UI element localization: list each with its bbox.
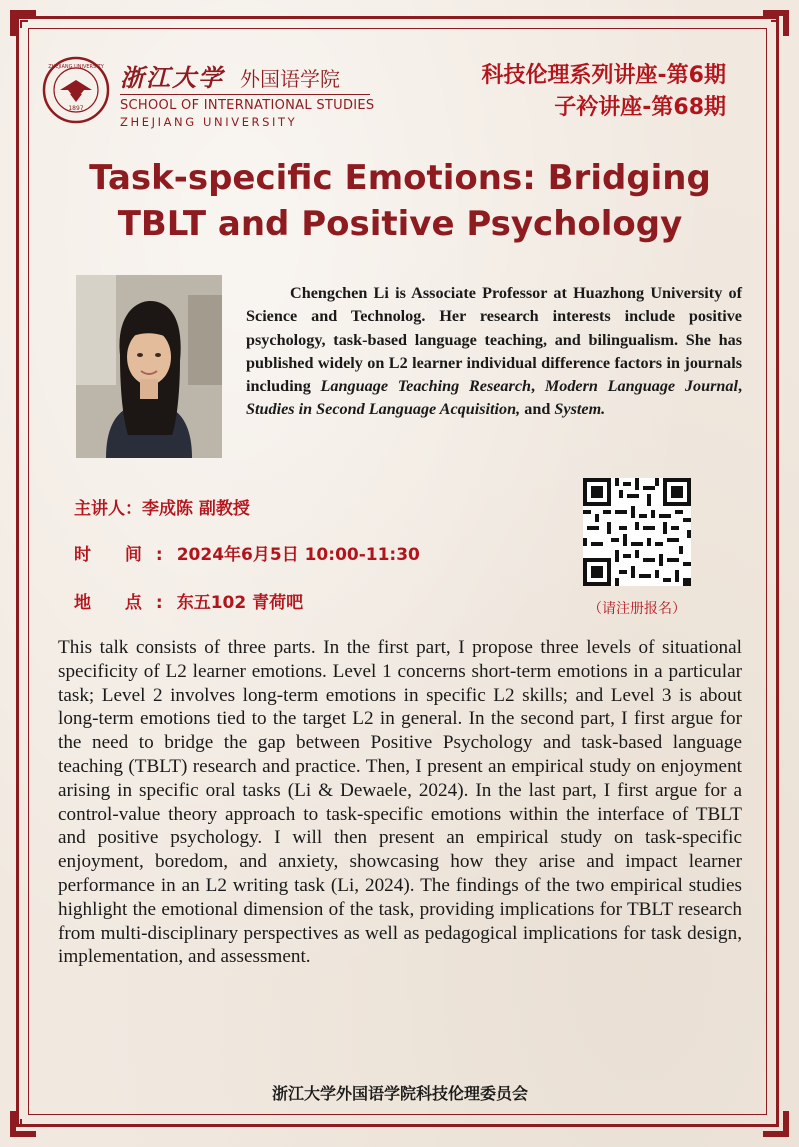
title-line-2: TBLT and Positive Psychology [117,204,683,244]
speaker-line [74,494,250,519]
seal-text: ZHEJIANG UNIVERSITY [48,64,104,70]
dept-name-cn: 外国语学院 [240,67,340,91]
place-label: 地 点: [74,593,177,613]
qr-register-note: （请注册报名） [588,601,686,617]
journal-system: System. [554,400,606,419]
bio-text: Chengchen Li is Associate Professor at Huazhong University of Science and Technolog. Her research interests include positive psychology, task-based language teaching, and bilingualism. She has published widely on L2 learner individual difference factors in journals including [246,284,742,396]
journal-mlj: Modern Language Journal [544,377,738,396]
school-name-en: SCHOOL OF INTERNATIONAL STUDIES [120,98,375,113]
place-line [74,588,303,613]
journal-ltr: Language Teaching Research [320,377,532,396]
talk-title [40,155,760,247]
series-label [482,60,726,124]
logo-divider [120,94,370,95]
time-line [74,540,420,565]
series-line-1: 科技伦理系列讲座-第6期 [481,63,726,88]
speaker-value: 李成陈 副教授 [142,499,250,519]
speaker-photo [76,275,222,458]
journal-ssla: Studies in Second Language Acquisition, [246,400,521,419]
bio-separator: , [531,377,545,396]
talk-abstract: This talk consists of three parts. In the first part, I propose three levels of situational specificity of L2 learner emotions. Level 1 concerns short-term emotions in a particular task; Level 2 involves long-term emotions in specific L2 skills; and Level 3 is about long-term emotions tied to the target L2 in general. In the second part, I first argue for the need to bridge the gap between Positive Psychology and task-based language teaching (TBLT) research and practice. Then, I present an empirical study on enjoyment arising in specific oral tasks (Li & Dewaele, 2024). In the last part, I first argue for a control-value theory approach to task-specific emotions within the interface of TBLT and positive psychology. I will then present an empirical study on task-specific enjoyment, boredom, and anxiety, showcasing how they arise and impact learner performance in an L2 writing task (Li, 2024). The findings of the two empirical studies highlight the emotional dimension of the task, providing implications for TBLT research from multi-disciplinary perspectives as well as pedagogical implications for task design, implementation, and assessment. [58,637,742,968]
place-value: 东五102 青荷吧 [176,593,304,613]
footer-organizer: 浙江大学外国语学院科技伦理委员会 [271,1084,528,1103]
series-line-2: 子衿讲座-第68期 [554,95,726,120]
university-seal-icon [42,56,110,124]
registration-qr-code[interactable] [583,478,691,586]
school-logo-text [120,58,340,92]
university-name-en: ZHEJIANG UNIVERSITY [120,115,298,129]
seal-year: 1897 [68,105,84,112]
corner-ornament-icon [751,8,791,48]
time-label: 时 间: [74,545,177,565]
speaker-label: 主讲人： [74,499,142,519]
bio-separator: , [737,377,743,396]
time-value: 2024年6月5日 10:00-11:30 [176,545,420,565]
bio-separator: and [520,400,555,419]
corner-ornament-icon [8,8,48,48]
corner-ornament-icon [751,1099,791,1139]
title-line-1: Task-specific Emotions: Bridging [89,158,711,198]
header [40,44,760,134]
corner-ornament-icon [8,1099,48,1139]
speaker-portrait-icon [76,275,222,458]
speaker-bio [246,282,742,422]
school-name-cn: 浙江大学 [120,63,224,92]
